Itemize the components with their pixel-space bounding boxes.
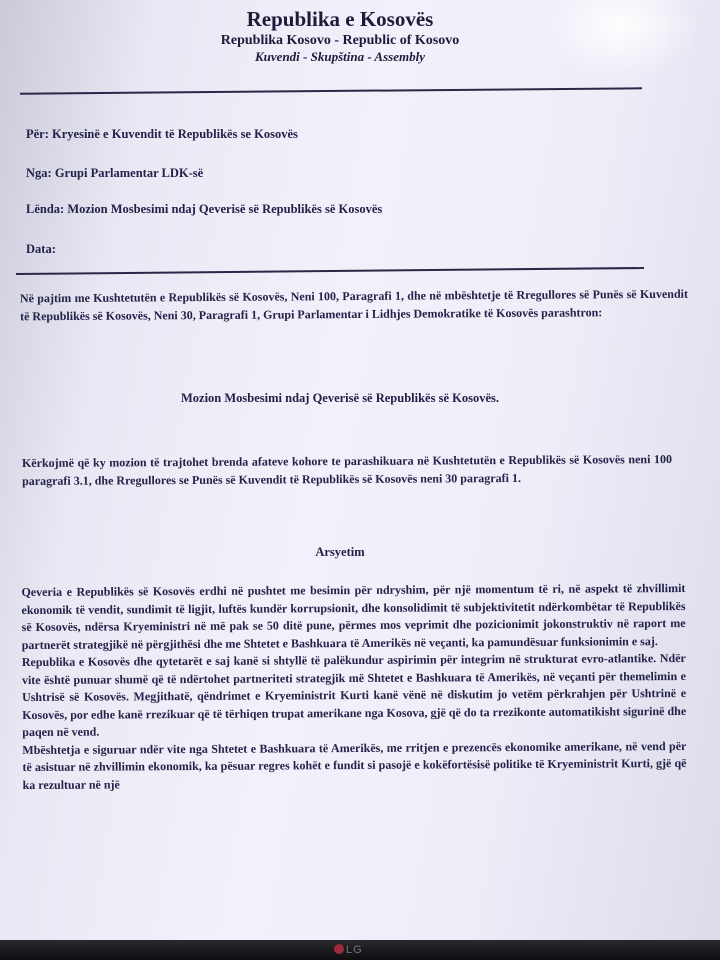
header-title: Republika e Kosovës <box>246 7 434 31</box>
motion-title: Mozion Mosbesimi ndaj Qeverisë së Republikës së Kosovës. <box>180 391 500 405</box>
lg-logo-icon <box>334 944 344 954</box>
reasoning-body <box>21 580 686 794</box>
reasoning-paragraph: Qeveria e Republikës së Kosovës erdhi në pushtet me besimin për ndryshim, për një momentum të ri, në aspekt të zhvillimit ekonomik të vendit, sundimit të ligjit, luftës kundër korrupsionit, dhe konsolidimit të subjektivitetit ndërkombëtar të Republikës së Kosovës, ndërsa Kryeministri në më pak se 50 ditë pune, përmes mos veprimit dhe pozicionimit jokonstruktiv në raport me partnerët strategjikë në përgjithësi dhe me Shtetet e Bashkuara të Amerikës në veçanti, ka pamundësuar funksionimin e saj. <box>21 580 686 652</box>
reasoning-title: Arsyetim <box>315 545 365 559</box>
header-subtitle: Republika Kosovo - Republic of Kosovo <box>220 33 460 48</box>
memo-from: Nga: Grupi Parlamentar LDK-së <box>26 166 204 180</box>
memo-to: Për: Kryesinë e Kuvendit të Republikës se Kosovës <box>26 127 298 141</box>
monitor-logo <box>334 944 363 956</box>
memo-subject: Lënda: Mozion Mosbesimi ndaj Qeverisë së Republikës së Kosovës <box>26 202 383 216</box>
monitor-brand: LG <box>346 944 363 956</box>
header-institution: Kuvendi - Skupština - Assembly <box>255 49 425 64</box>
memo-date: Data: <box>26 242 56 256</box>
request-paragraph: Kërkojmë që ky mozion të trajtohet brenda afateve kohore te parashikuara në Kushtetutën e Republikës së Kosovës neni 100 paragrafi 3.1, dhe Rregullores se Punës së Kuvendit të Republikës së Kosovës neni 30 paragrafi 1. <box>21 452 672 488</box>
reasoning-paragraph: Republika e Kosovës dhe qytetarët e saj kanë si shtyllë të palëkundur aspirimin për integrim në strukturat evro-atlantike. Ndër vite është punuar shumë që të ndërtohet partneriteti strategjik më Shtetet e Bashkuara të Amerikës, në veçanti për themelimin e Ushtrisë së Kosovës. Megjithatë, qëndrimet e Kryeministrit Kurti kanë vënë në diskutim jo vetëm përkrahjen për Ushtrinë e Kosovës, por edhe kanë rrezikuar që të tërhiqen trupat amerikane nga Kosova, gjë që do ta rrezikonte automatikisht sigurinë dhe paqen në vend. <box>21 650 687 740</box>
intro-paragraph: Në pajtim me Kushtetutën e Republikës së Kosovës, Neni 100, Paragrafi 1, dhe në mbështetje të Rregullores së Punës së Kuvendit të Republikës së Kosovës, Neni 30, Paragrafi 1, Grupi Parlamentar i Lidhjes Demokratike të Kosovës parashtron: <box>19 286 688 323</box>
document-header <box>0 6 720 65</box>
reasoning-paragraph: Mbështetja e siguruar ndër vite nga Shtetet e Bashkuara të Amerikës, me rritjen e prezencës ekonomike amerikane, në vend për të asistuar në zhvillimin ekonomik, ka pësuar regres kohët e fundit si pasojë e kokëfortësisë politike të Kryeministrit Kurti, gjë që ka rezultuar në një <box>22 738 687 792</box>
header-divider <box>20 87 642 94</box>
memo-divider <box>16 267 644 275</box>
